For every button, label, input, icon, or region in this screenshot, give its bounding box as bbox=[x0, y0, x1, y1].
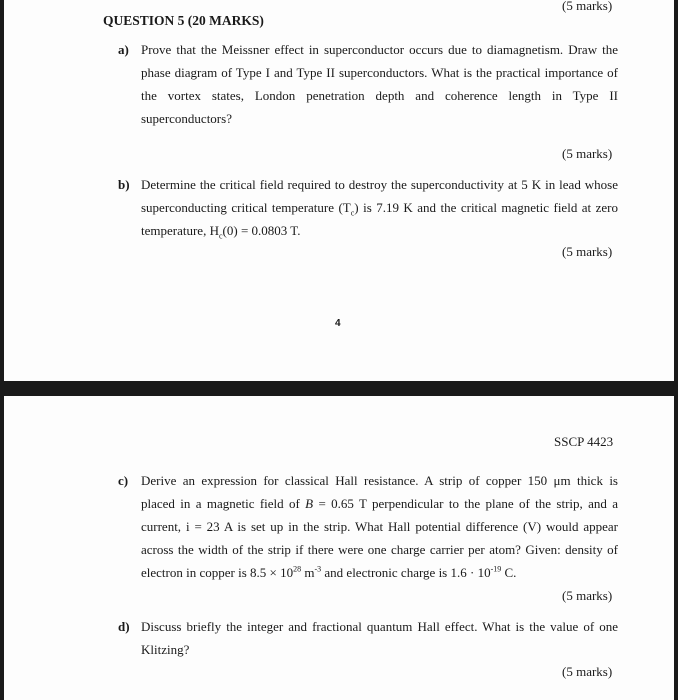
page-number: 4 bbox=[335, 318, 341, 329]
part-d-marks: (5 marks) bbox=[562, 664, 613, 679]
part-b-line-2: superconducting critical temperature $(T_c)$ is 7.19 K and the critical magnetic field at zero bbox=[141, 200, 618, 218]
question-heading: QUESTION 5 (20 MARKS) bbox=[103, 13, 264, 28]
part-d-label: d) bbox=[118, 619, 130, 634]
part-c-line-1: Derive an expression for classical Hall resistance. A strip of copper 150 μm thick is bbox=[141, 473, 618, 488]
part-a-line-4: superconductors? bbox=[141, 111, 232, 126]
part-c-line-2: placed in a magnetic field of B = 0.65 T perpendicular to the plane of the strip, and a bbox=[141, 496, 618, 511]
part-b-line-3: temperature, $H_c(0) = 0.0803$ T. bbox=[141, 223, 301, 241]
part-a-line-2: phase diagram of Type I and Type II superconductors. What is the practical importance of bbox=[141, 65, 618, 80]
part-d-line-2: Klitzing? bbox=[141, 642, 190, 657]
part-c-label: c) bbox=[118, 473, 129, 488]
part-c-marks: (5 marks) bbox=[562, 588, 613, 603]
part-c-line-5: electron in copper is $8.5 \times 10^{28}$ $m^{-3}$ and electronic charge is $1.6 \cdot 10^{-19}$ C. bbox=[141, 564, 517, 580]
previous-question-marks: (5 marks) bbox=[562, 0, 613, 13]
part-a-line-1: Prove that the Meissner effect in superconductor occurs due to diamagnetism. Draw the bbox=[141, 42, 618, 57]
part-a-line-3: the vortex states, London penetration depth and coherence length in Type II bbox=[141, 88, 618, 103]
part-b-line-1: Determine the critical field required to destroy the superconductivity at 5 K in lead whose bbox=[141, 177, 618, 192]
part-c-line-4: across the width of the strip if there were one charge carrier per atom? Given: density of bbox=[141, 542, 618, 557]
part-c-line-3: current, i = 23 A is set up in the strip. What Hall potential difference (V) would appear bbox=[141, 519, 618, 534]
exam-page-bottom bbox=[4, 396, 674, 700]
part-b-label: b) bbox=[118, 177, 130, 192]
part-a-marks: (5 marks) bbox=[562, 146, 613, 161]
part-a-label: a) bbox=[118, 42, 129, 57]
part-b-marks: (5 marks) bbox=[562, 244, 613, 259]
part-d-line-1: Discuss briefly the integer and fractional quantum Hall effect. What is the value of one bbox=[141, 619, 618, 634]
exam-page-top bbox=[4, 0, 674, 381]
course-code: SSCP 4423 bbox=[554, 434, 614, 449]
